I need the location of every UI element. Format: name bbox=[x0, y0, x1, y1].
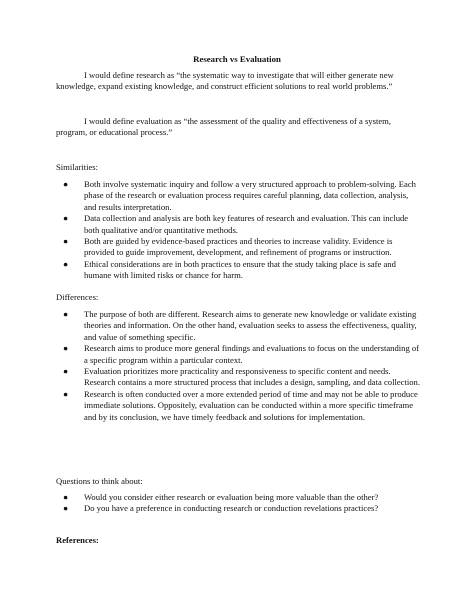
bullet-icon: ● bbox=[63, 388, 69, 399]
list-item bbox=[56, 309, 422, 343]
references-heading: References: bbox=[56, 535, 99, 545]
questions-heading: Questions to think about: bbox=[56, 476, 143, 486]
list-item-text: Evaluation prioritizes more practicality and responsiveness to specific content and needs. Research contains a more structured process that includes a design, sampling, and data collection. bbox=[84, 366, 421, 388]
evaluation-definition-paragraph: I would define evaluation as “the assessment of the quality and effectiveness of a system, program, or educational process.” bbox=[56, 116, 391, 138]
list-item bbox=[56, 503, 422, 514]
list-item bbox=[56, 259, 422, 282]
questions-list bbox=[56, 492, 422, 515]
list-item-text: The purpose of both are different. Research aims to generate new knowledge or validate existing theories and information. On the other hand, evaluation seeks to assess the effectiveness, quality, and value of something specific. bbox=[84, 309, 417, 342]
differences-heading: Differences: bbox=[56, 292, 99, 302]
bullet-icon: ● bbox=[63, 309, 69, 319]
similarities-heading: Similarities: bbox=[56, 162, 99, 172]
list-item-text: Research aims to produce more general findings and evaluations to focus on the understanding of a specific program within a particular context. bbox=[84, 343, 420, 365]
list-item-text: Ethical considerations are in both practices to ensure that the study taking place is safe and humane with limited risks or chance for harm. bbox=[84, 258, 396, 281]
list-item bbox=[56, 366, 422, 389]
list-item-text: Would you consider either research or evaluation being more valuable than the other? bbox=[84, 492, 379, 502]
research-definition-paragraph: I would define research as “the systematic way to investigate that will either generate new knowledge, expand existing knowledge, and construct efficient solutions to real world problems.” bbox=[56, 70, 394, 92]
similarities-list bbox=[56, 179, 422, 282]
bullet-icon: ● bbox=[63, 343, 69, 354]
bullet-icon: ● bbox=[63, 503, 69, 514]
list-item-text: Data collection and analysis are both key features of research and evaluation. This can include both qualitative and/or quantitative methods. bbox=[84, 213, 409, 235]
bullet-icon: ● bbox=[63, 492, 69, 502]
bullet-icon: ● bbox=[63, 236, 69, 247]
list-item bbox=[56, 492, 422, 503]
list-item bbox=[56, 179, 422, 213]
bullet-icon: ● bbox=[63, 258, 69, 269]
differences-list bbox=[56, 309, 422, 423]
document-title: Research vs Evaluation bbox=[193, 54, 281, 64]
list-item-text: Research is often conducted over a more extended period of time and may not be able to produce immediate solutions. Oppositely, evaluation can be conducted within a more specific timeframe and by its conclusion, we have timely feedback and solutions for implementation. bbox=[84, 388, 418, 422]
list-item bbox=[56, 389, 422, 423]
list-item bbox=[56, 343, 422, 366]
bullet-icon: ● bbox=[63, 366, 69, 377]
list-item bbox=[56, 213, 422, 236]
bullet-icon: ● bbox=[63, 213, 69, 224]
list-item bbox=[56, 236, 422, 259]
list-item-text: Both involve systematic inquiry and follow a very structured approach to problem-solving. Each phase of the research or evaluation process requires careful planning, data collection, analysis, and results interpretation. bbox=[84, 179, 416, 212]
list-item-text: Do you have a preference in conducting research or conduction revelations practices? bbox=[84, 503, 379, 514]
bullet-icon: ● bbox=[63, 179, 69, 189]
list-item-text: Both are guided by evidence-based practices and theories to increase validity. Evidence is provided to guide improvement, development, and refinement of programs or instruction. bbox=[84, 236, 393, 258]
